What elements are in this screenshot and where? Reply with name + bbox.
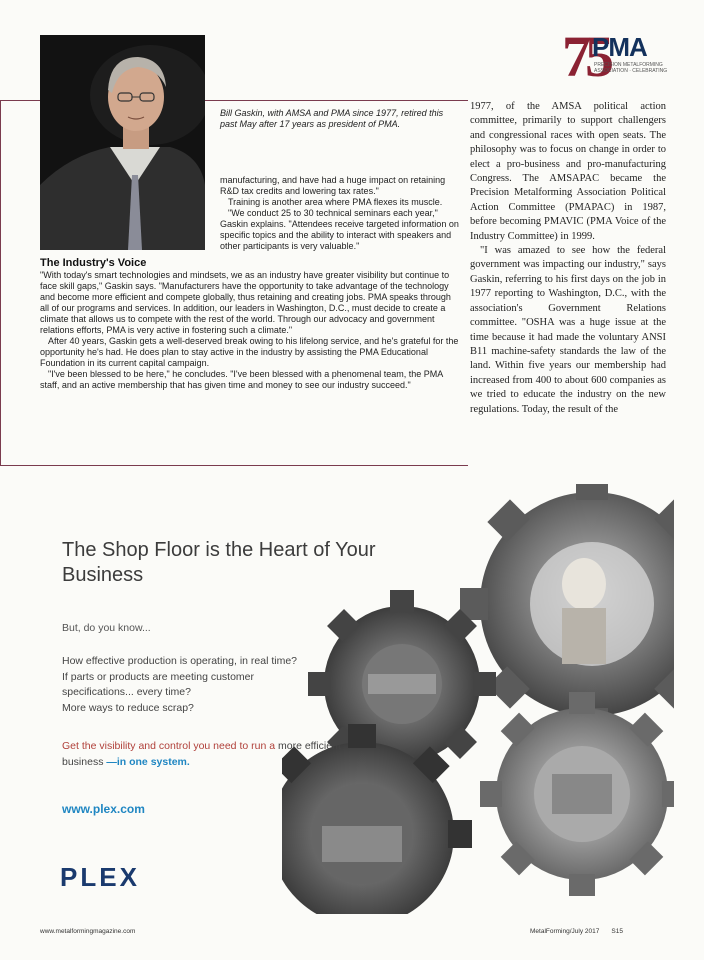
article-paragraph: "We conduct 25 to 30 technical seminars each year," Gaskin explains. "Attendees receive targeted information on specific topics and the ability to interact with speakers and other participants is very valuable." bbox=[220, 208, 459, 251]
article-paragraph: "I've been blessed to be here," he concludes. "I've been blessed with a phenomenal team, the PMA staff, and an active membership that has given time and money to see our industry succeed." bbox=[40, 369, 443, 390]
ad-headline: The Shop Floor is the Heart of Your Business bbox=[62, 539, 376, 586]
plex-advertisement[interactable] bbox=[30, 484, 674, 914]
article-paragraph: Training is another area where PMA flexes its muscle. bbox=[228, 197, 443, 207]
cta-highlight-2: and control you need to run a bbox=[138, 740, 276, 752]
footer-issue-text: MetalForming/July 2017 bbox=[530, 928, 600, 935]
ad-website-link[interactable]: www.plex.com bbox=[62, 802, 145, 816]
plex-logo: PLEX bbox=[60, 862, 140, 892]
cta-highlight: Get the visibility bbox=[62, 740, 139, 752]
portrait-photo bbox=[40, 35, 205, 250]
pma-75-logo bbox=[560, 24, 680, 92]
cta-text: more efficient business bbox=[62, 740, 341, 768]
ad-question: More ways to reduce scrap? bbox=[62, 701, 194, 714]
portrait-illustration bbox=[40, 35, 205, 250]
article-paragraph: "I was amazed to see how the federal government was impacting our industry," says Gaskin, referring to his first days on the job in 1977 reporting to Washington, D.C., with the association's Government Relations committee. "OSHA was a huge issue at the time because it had made the voluntary ANSI B11 machine-safety standards the law of the land. Within five years our membership had increased from 400 to about 600 companies as we tried to educate the industry on the new regulations. Today, the result of the bbox=[470, 245, 666, 415]
article-paragraph: After 40 years, Gaskin gets a well-deserved break owing to his lifelong service, and he's grateful for the opportunity he's had. He does plan to stay active in the industry by assisting the PMA Educational Foundation in its current capital campaign. bbox=[40, 336, 459, 368]
ad-call-to-action bbox=[62, 738, 362, 770]
ad-questions bbox=[62, 654, 297, 716]
section-heading: The Industry's Voice bbox=[40, 257, 147, 269]
footer-issue bbox=[530, 928, 623, 935]
ad-intro: But, do you know... bbox=[62, 622, 151, 634]
article-lower-text bbox=[40, 253, 462, 391]
article-paragraph: 1977, of the AMSA political action committee, primarily to support challengers and congressional races with open seats. The philosophy was to focus on change in order to elect a pro-business and pro-manufacturing Congress. The AMSAPAC became the Precision Metalforming Association Political Action Committee (PMAPAC) in 1987, before becoming PMAVIC (PMA Voice of the Industry Committee) in 1999. bbox=[470, 101, 666, 242]
article-paragraph: manufacturing, and have had a huge impact on retaining R&D tax credits and lowering tax rates." bbox=[220, 175, 446, 196]
ad-question: How effective production is operating, in real time? bbox=[62, 655, 298, 667]
article-paragraph: "With today's smart technologies and mindsets, we as an industry have greater visibility but continue to face skill gaps," Gaskin says. "Manufacturers have the opportunity to take advantage of the technology and become more efficient and compete globally, thus retaining and creating jobs. PMA speaks through all of our programs and services. In addition, our leaders in Washington, D.C., must decide to create a climate that allows us to compete with the rest of the world. Through our advocacy and government relations efforts, PMA is very active in fostering such a climate." bbox=[40, 270, 451, 335]
frame-left-rule bbox=[0, 100, 1, 465]
ad-question: specifications... every time? bbox=[62, 686, 191, 698]
logo-brand: PMA bbox=[592, 32, 647, 62]
logo-anniversary-number: 75 bbox=[562, 24, 608, 89]
logo-tagline: PRECISION METALFORMING ASSOCIATION · CELEBRATING bbox=[594, 62, 668, 74]
article-middle-column bbox=[220, 175, 462, 252]
photo-caption: Bill Gaskin, with AMSA and PMA since 1977, retired this past May after 17 years as president of PMA. bbox=[220, 108, 444, 129]
frame-bottom-rule bbox=[0, 465, 468, 466]
large-gear bbox=[460, 484, 674, 736]
footer-website: www.metalformingmagazine.com bbox=[40, 928, 136, 935]
footer-page-number: S15 bbox=[611, 928, 623, 935]
cta-emphasis: —in one system. bbox=[106, 756, 190, 768]
ad-question: If parts or products are meeting customer bbox=[62, 670, 254, 683]
article-right-column bbox=[470, 100, 666, 417]
right-gear bbox=[480, 692, 674, 896]
